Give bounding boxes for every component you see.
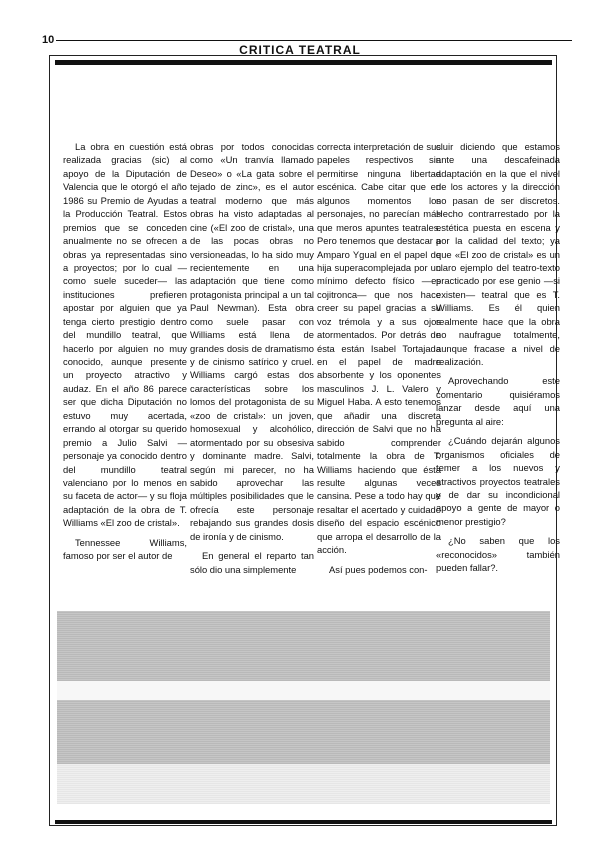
paragraph: cluir diciendo que estamos ante una descafeinada adaptación en la que el nivel de los actores y la dirección no pasan de ser discretos. Hecho contrarrestado por la estética puesta en escena y por la calidad del texto; ya que «El zoo de cristal» es un claro ejemplo del teatro-texto practicado por ese genio —si existen— teatral que es T. Williams. Es él quien realmente hace que la obra no naufrague totalmente, aunque fracase a nivel de realización. bbox=[436, 141, 560, 367]
photo-band-gap bbox=[57, 681, 550, 700]
article-column-3 bbox=[317, 140, 441, 582]
paragraph: En general el reparto tan sólo dio una simplemente bbox=[190, 550, 314, 575]
paragraph: Aprovechando este comentario quisiéramos lanzar desde aquí una pregunta al aire: bbox=[436, 375, 560, 427]
paragraph: Tennessee Williams, famoso por ser el autor de bbox=[63, 536, 187, 562]
header-rule bbox=[56, 40, 572, 41]
photo-band-bottom bbox=[57, 700, 550, 764]
paragraph: ¿No saben que los «reconocidos» también pueden fallar?. bbox=[436, 535, 560, 574]
section-title: CRITICA TEATRAL bbox=[239, 43, 361, 57]
frame-bottom-band bbox=[55, 820, 552, 824]
paragraph: correcta interpretación de sus papeles respectivos sin permitirse ninguna libertad escénica. Cabe citar que en algunos momentos los personajes, no parecían más que meros apuntes teatrales. Pero tenemos que destacar a Amparo Ygual en el papel de hija superacomplejada por un mínimo defecto físico —es cojitronca— que nos hace creer su papel gracias a su voz trémola y a sus ojos atormentados. Por detrás de ésta están Isabel Tortajada en el papel de madre absorbente y los oponentes masculinos J. L. Valero y Miguel Haba. A esto tenemos que añadir una discreta dirección de Salvi que no ha sabido comprender totalmente la obra de T. Williams haciendo que ésta resulte algunas veces cansina. Pese a todo hay que resaltar el acertado y cuidado diseño del espacio escénico que arropa el desarrollo de la acción. bbox=[317, 141, 441, 556]
paragraph: La obra en cuestión está realizada gracias (sic) al apoyo de la Diputación de Valencia que le otorgó el año 1986 su Premio de Ayudas a la Producción Teatral. Estos premios que se conceden anualmente no se ofrecen a obras ya representadas sino a proyectos; por lo cual —como suele suceder— las instituciones prefieren apostar por alguien que ya tenga cierto prestigio dentro del mundillo teatral, que hacerlo por alguien no muy conocido, aunque presente un proyecto atractivo y audaz. En el año 86 parece ser que dicha Diputación no estuvo muy acertada, errando al otorgar su querido premio a Julio Salvi —personaje ya conocido dentro del mundillo teatral valenciano por lo menos en su faceta de actor— y su floja adaptación de la obra de T. Williams «El zoo de cristal». bbox=[63, 141, 187, 529]
page-number: 10 bbox=[42, 34, 55, 46]
frame-top-band bbox=[55, 60, 552, 65]
article-column-2 bbox=[190, 140, 314, 582]
paragraph: obras por todos conocidas como «Un tranvía llamado Deseo» o «La gata sobre el tejado de zinc», es el autor teatral moderno que más obras ha visto adaptadas al cine («El zoo de cristal», una de las pocas obras no versioneadas, lo ha sido muy recientemente en una adaptación que tiene como protagonista principal a un tal Paul Newman). Esta obra como suele pasar con Williams está llena de grandes dosis de dramatismo y de cinismo satírico y cruel. Williams cargó estas dos características sobre los lomos del protagonista de su «zoo de cristal»: un joven, homosexual y alcohólico, atormentado por su obsesiva y dominante madre. Salvi, según mi parecer, no ha sabido aprovechar las múltiples posibilidades que le ofrecía este personaje rebajando sus grandes dosis de ironía y de cinismo. bbox=[190, 141, 314, 542]
article-column-4 bbox=[436, 140, 560, 581]
photo-band-top bbox=[57, 611, 550, 681]
article-column-1 bbox=[63, 140, 187, 569]
paragraph: Así pues podemos con- bbox=[329, 563, 428, 575]
paragraph: ¿Cuándo dejarán algunos organismos oficiales de temer a los nuevos y atractivos proyectos teatrales y de dar su incondicional apoyo a gente de mayor o menor prestigio? bbox=[436, 435, 560, 527]
photo-band-fade bbox=[57, 764, 550, 804]
